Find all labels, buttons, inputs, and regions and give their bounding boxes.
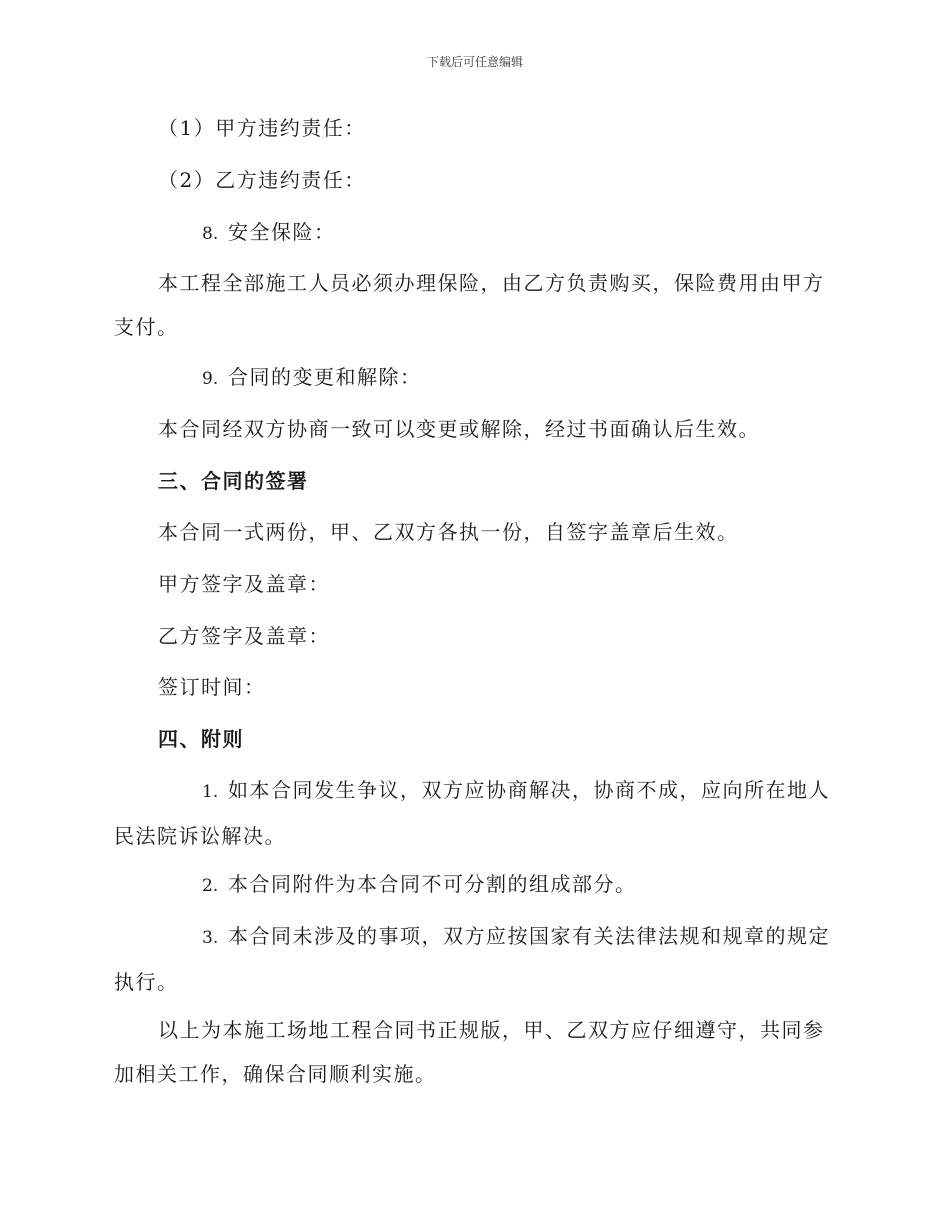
clause-number: 1. bbox=[202, 782, 219, 802]
clause-text: 合同的变更和解除： bbox=[228, 365, 422, 389]
section-title: 四、附则 bbox=[158, 727, 244, 751]
clause-text: 本合同经双方协商一致可以变更或解除，经过书面确认后生效。 bbox=[158, 417, 760, 441]
clause-text: 本合同未涉及的事项，双方应按国家有关法律法规和规章的规定执行。 bbox=[114, 924, 830, 994]
clause-number: 8. bbox=[202, 224, 219, 244]
section-title: 三、合同的签署 bbox=[158, 469, 309, 493]
clause-number: 9. bbox=[202, 369, 219, 389]
party-b-signature-line bbox=[114, 614, 834, 658]
signing-body bbox=[114, 510, 834, 554]
clause-9-body bbox=[114, 407, 834, 451]
party-a-signature-line bbox=[114, 562, 834, 606]
clause-party-b-liability bbox=[114, 158, 834, 202]
clause-9-heading bbox=[114, 355, 834, 401]
signing-date-line bbox=[114, 665, 834, 709]
section-3-heading bbox=[114, 459, 834, 503]
appendix-clause-2 bbox=[114, 862, 834, 908]
section-4-heading bbox=[114, 717, 834, 761]
clause-party-a-liability bbox=[114, 106, 834, 150]
clause-text: 以上为本施工场地工程合同书正规版，甲、乙双方应仔细遵守，共同参加相关工作，确保合同顺利实施。 bbox=[114, 1018, 825, 1086]
signature-label: 甲方签字及盖章： bbox=[158, 572, 330, 596]
clause-8-heading bbox=[114, 210, 834, 256]
clause-text: 本工程全部施工人员必须办理保险，由乙方负责购买，保险费用由甲方支付。 bbox=[114, 271, 825, 339]
clause-number: 2. bbox=[202, 876, 219, 896]
appendix-clause-3 bbox=[114, 914, 834, 1004]
clause-text: 本合同附件为本合同不可分割的组成部分。 bbox=[228, 872, 637, 896]
clause-number: 3. bbox=[202, 928, 219, 948]
signature-label: 签订时间： bbox=[158, 675, 266, 699]
clause-text: 本合同一式两份，甲、乙双方各执一份，自签字盖章后生效。 bbox=[158, 520, 739, 544]
page-header: 下载后可任意编辑 bbox=[426, 55, 523, 69]
appendix-clause-1 bbox=[114, 768, 834, 858]
clause-text: 如本合同发生争议，双方应协商解决，协商不成，应向所在地人民法院诉讼解决。 bbox=[114, 778, 830, 848]
clause-text: （2）乙方违约责任： bbox=[158, 168, 366, 192]
clause-8-body bbox=[114, 261, 834, 349]
closing-paragraph bbox=[114, 1008, 834, 1096]
clause-text: 安全保险： bbox=[228, 220, 336, 244]
clause-text: （1）甲方违约责任： bbox=[158, 116, 366, 140]
signature-label: 乙方签字及盖章： bbox=[158, 624, 330, 648]
